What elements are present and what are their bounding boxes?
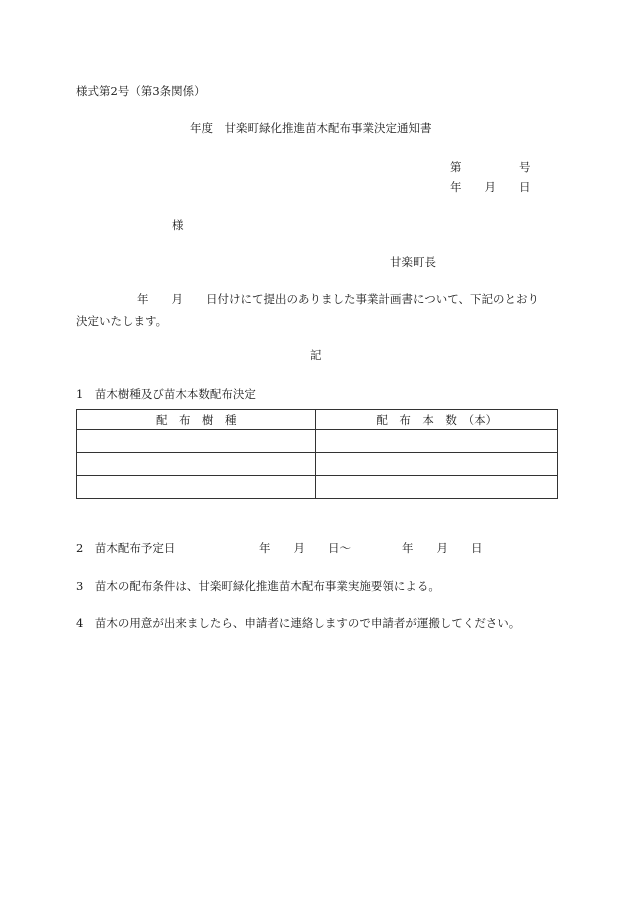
- quantity-cell: [316, 476, 558, 499]
- body-line-2: 決定いたします。: [76, 314, 168, 328]
- species-cell: [77, 476, 316, 499]
- section-2-from-date: 年 月 日〜: [259, 541, 351, 555]
- section-4: 4 苗木の用意が出来ましたら、申請者に連絡しますので申請者が運搬してください。: [76, 616, 521, 630]
- table-row: [77, 430, 558, 453]
- issuer: 甘楽町長: [390, 255, 436, 269]
- ki-heading: 記: [310, 348, 322, 362]
- table-header-row: [77, 410, 558, 430]
- document-title: 年度 甘楽町緑化推進苗木配布事業決定通知書: [190, 121, 432, 135]
- quantity-cell: [316, 453, 558, 476]
- distribution-table: [76, 409, 558, 499]
- species-cell: [77, 453, 316, 476]
- table-row: [77, 476, 558, 499]
- section-2-to-date: 年 月 日: [402, 541, 483, 555]
- header-species: 配 布 樹 種: [77, 410, 316, 430]
- body-line-1: 年 月 日付けにて提出のありました事業計画書について、下記のとおり: [137, 292, 540, 306]
- section-3: 3 苗木の配布条件は、甘楽町緑化推進苗木配布事業実施要領による。: [76, 579, 440, 593]
- form-label: 様式第2号（第3条関係）: [76, 84, 206, 98]
- document-date: 年 月 日: [450, 180, 531, 194]
- document-number: 第 号: [450, 160, 531, 174]
- species-cell: [77, 430, 316, 453]
- section-2-label: 2 苗木配布予定日: [76, 541, 176, 555]
- addressee-suffix: 様: [172, 218, 184, 232]
- section-1-heading: 1 苗木樹種及び苗木本数配布決定: [76, 387, 256, 401]
- table-row: [77, 453, 558, 476]
- header-quantity: 配 布 本 数 （本）: [316, 410, 558, 430]
- quantity-cell: [316, 430, 558, 453]
